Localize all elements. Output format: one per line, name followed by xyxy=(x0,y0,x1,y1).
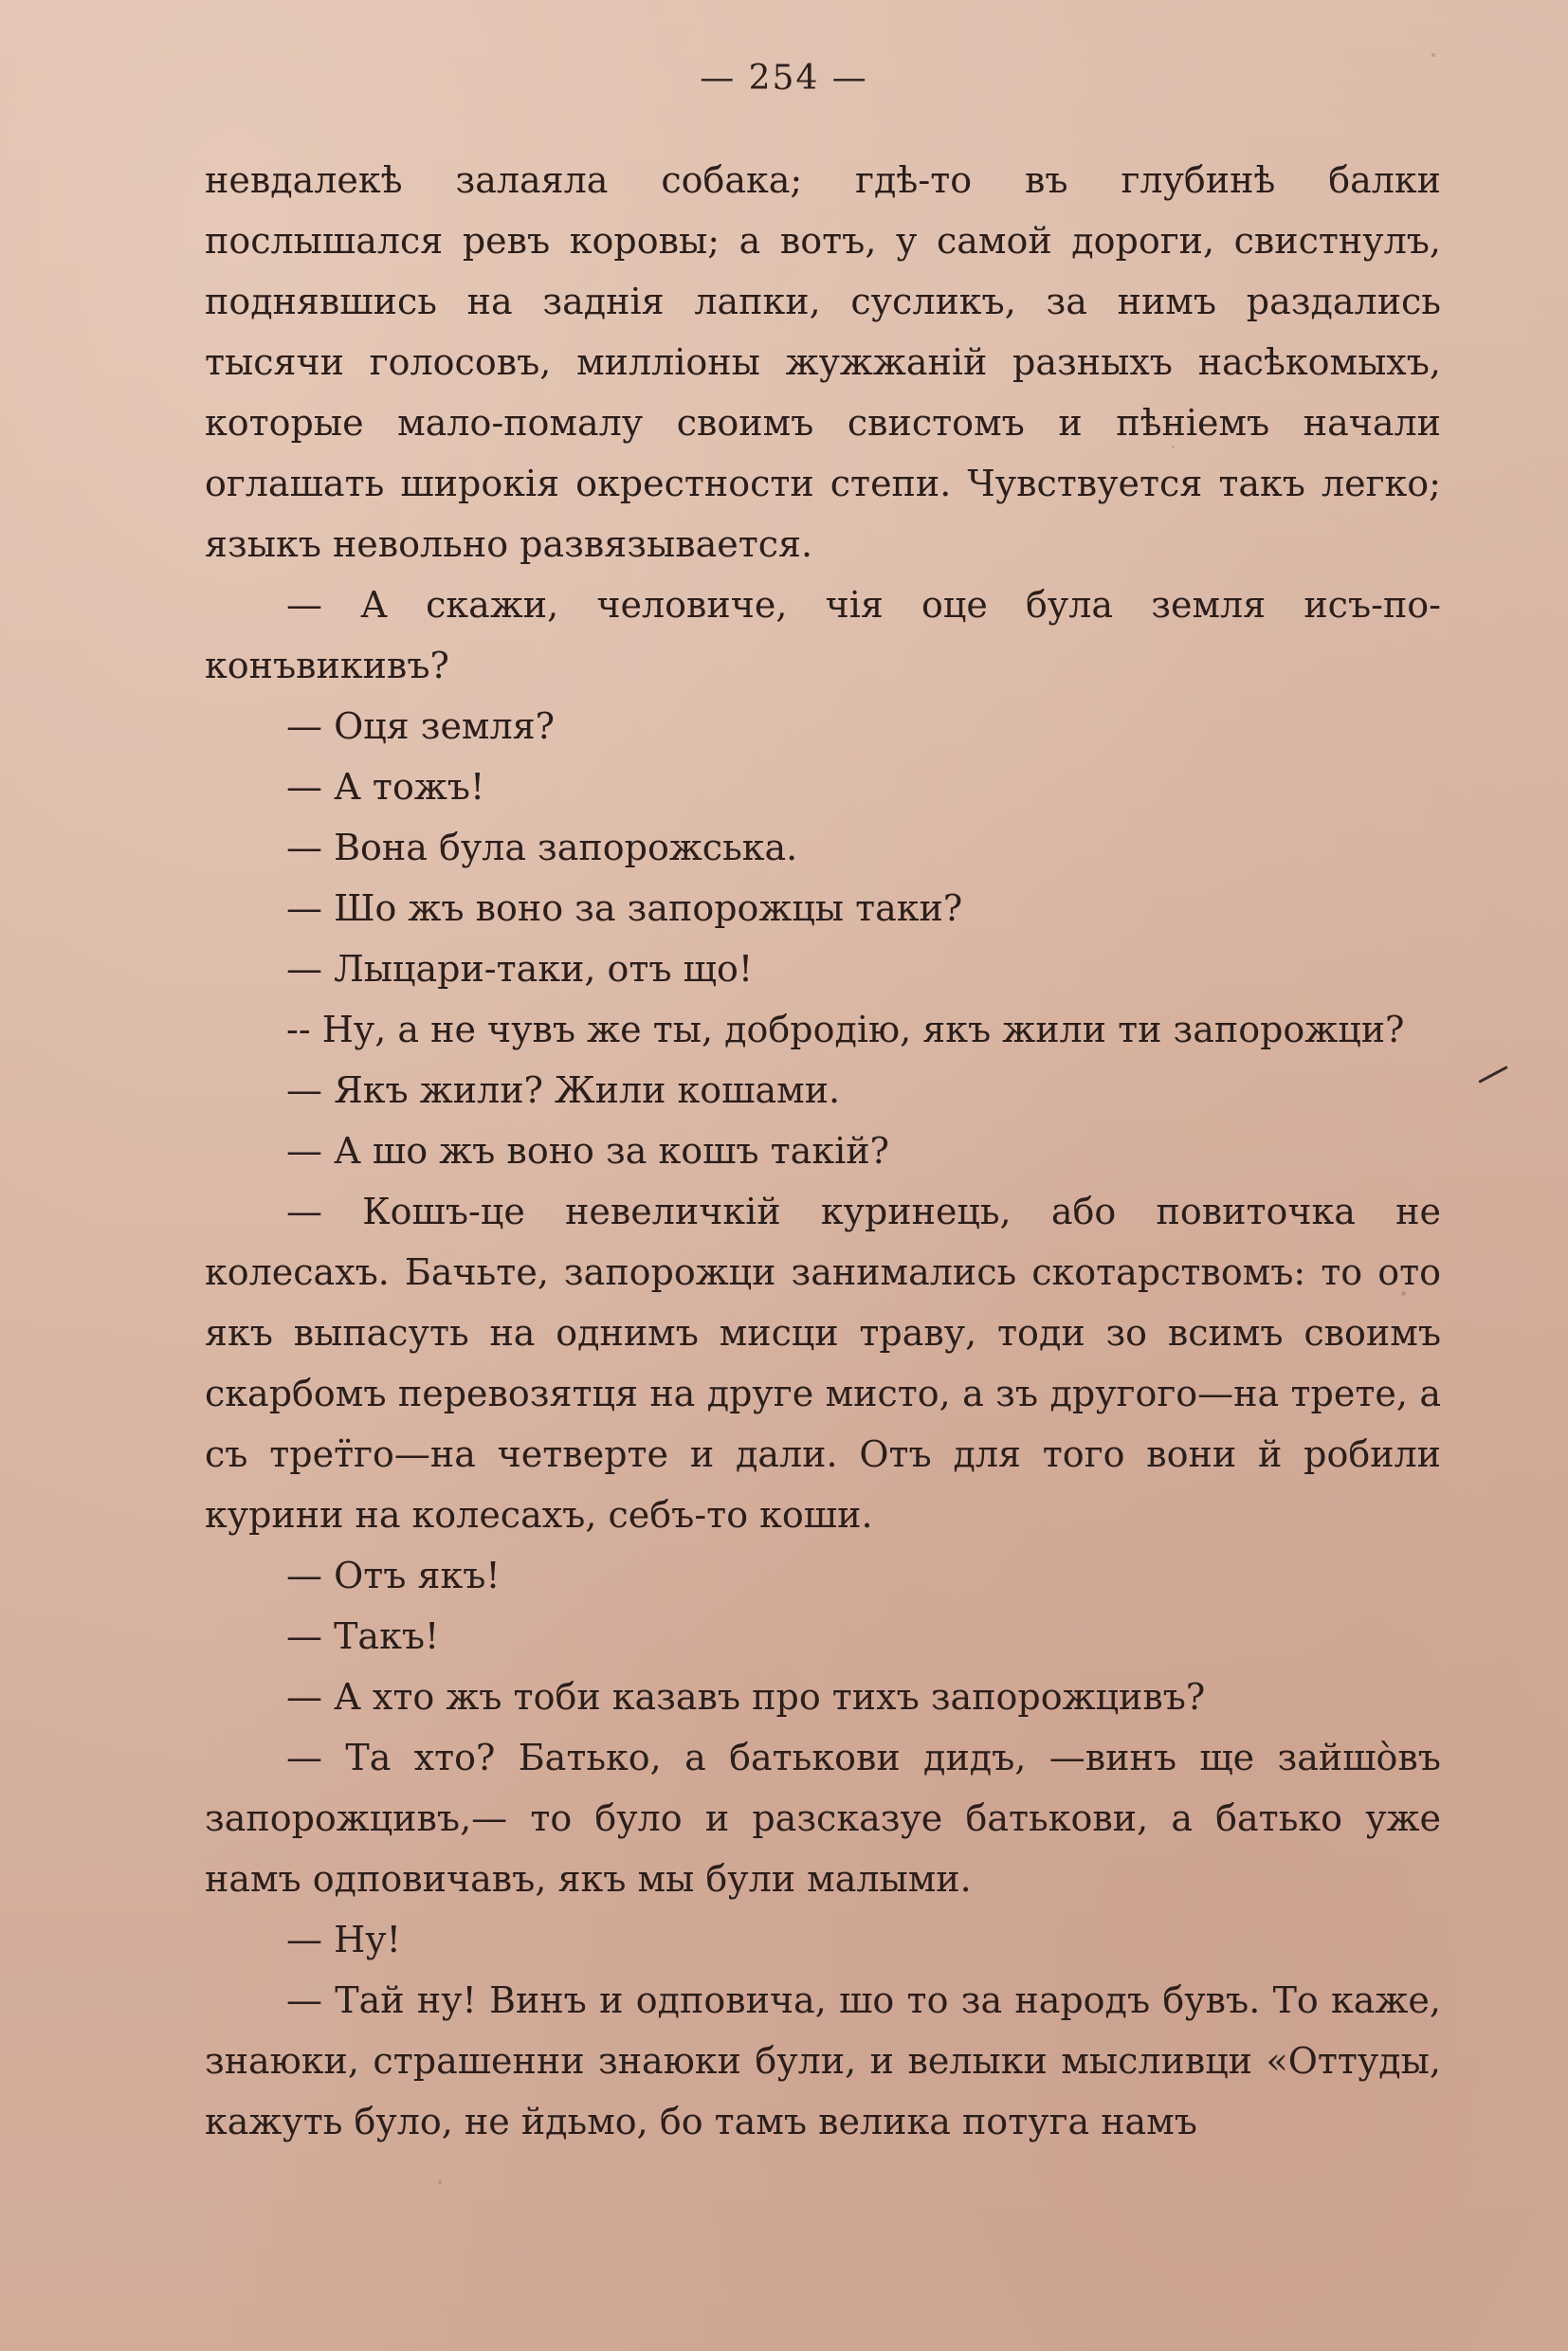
ink-mark xyxy=(1478,1066,1507,1084)
paragraph: — Такъ! xyxy=(286,1615,440,1657)
paragraph: — А хто жъ тоби казавъ про тихъ запорожцивъ? xyxy=(286,1676,1206,1718)
paragraph: — Кошъ-це невеличкій куринець, або повиточка не колесахъ. Бачьте, запорожци занимались скотарствомъ: то ото якъ выпасуть на однимъ мисци траву, тоди зо всимъ своимъ скарбомъ перевозятця на друге мисто, а зъ другого—на трете, а съ трет̈го—на четверте и дали. Отъ для того вони й робили курини на колесахъ, себъ-то коши. xyxy=(205,1191,1441,1536)
paper-stain xyxy=(1431,53,1435,57)
paper-stain xyxy=(438,2180,442,2184)
body-text xyxy=(205,150,1441,2152)
paragraph: — А тожъ! xyxy=(286,766,485,808)
paragraph: — Тай ну! Винъ и одповича, шо то за народъ бувъ. То каже, знаюки, страшенни знаюки були, и велыки мысливци «Оттуды, кажуть було, не йдьмо, бо тамъ велика потуга намъ xyxy=(205,1979,1441,2142)
paragraph: — Отъ якъ! xyxy=(286,1555,501,1596)
paragraph: — А скажи, человиче, чія оце була земля исъ-по-конъвикивъ? xyxy=(205,584,1441,686)
paragraph: — Шо жъ воно за запорожцы таки? xyxy=(286,887,963,929)
paragraph: — А шо жъ воно за кошъ такій? xyxy=(286,1130,889,1172)
paragraph: невдалекѣ залаяла собака; гдѣ-то въ глубинѣ балки послышался ревъ коровы; а вотъ, у самой дороги, свистнулъ, поднявшись на заднія лапки, сусликъ, за нимъ раздались тысячи голосовъ, милліоны жужжаній разныхъ насѣкомыхъ, которые мало-помалу своимъ свистомъ и пѣніемъ начали оглашать широкія окрестности степи. Чувствуется такъ легко; языкъ невольно развязывается. xyxy=(205,159,1441,565)
paragraph: — Та хто? Батько, а батькови дидъ, —винъ ще зайшòвъ запорожцивъ,— то було и разсказуе батькови, а батько уже намъ одповичавъ, якъ мы були малыми. xyxy=(205,1737,1441,1900)
paragraph: — Оця земля? xyxy=(286,705,555,747)
paragraph: -- Ну, а не чувъ же ты, добродію, якъ жили ти запорожци? xyxy=(286,1009,1405,1050)
paragraph: — Лыцари-таки, отъ що! xyxy=(286,948,754,990)
paragraph: — Вона була запорожська. xyxy=(286,827,798,868)
paragraph: — Ну! xyxy=(286,1919,401,1960)
paragraph: — Якъ жили? Жили кошами. xyxy=(286,1069,841,1111)
page-number: — 254 — xyxy=(700,59,868,98)
